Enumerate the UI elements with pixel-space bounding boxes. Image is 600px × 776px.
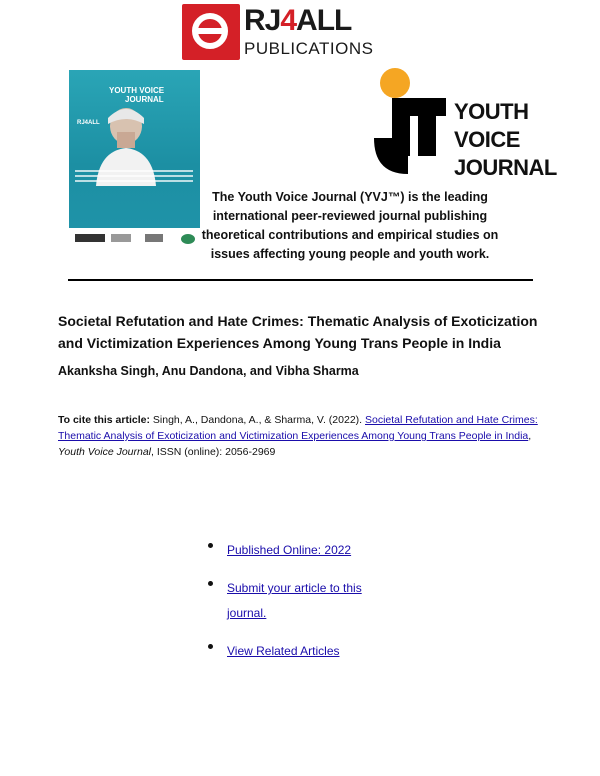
citation-authors: Singh, A., Dandona, A., & Sharma, V. (2022). (150, 414, 365, 426)
cover-text-strip (75, 170, 193, 190)
citation: To cite this article: Singh, A., Dandona, A., & Sharma, V. (2022). Societal Refutation and Hate Crimes: Thematic Analysis of Exoticization and Victimization Experiences Among Young Trans People in India, Youth Voice Journal, ISSN (online): 2056-2969 (58, 414, 538, 458)
view-related-articles-link[interactable]: View Related Articles (227, 644, 340, 658)
youth-voice-journal-logo (374, 68, 574, 178)
submit-article-link[interactable]: Submit your article to this journal. (227, 581, 362, 620)
citation-issn: , ISSN (online): 2056-2969 (151, 446, 276, 458)
published-online-link[interactable]: Published Online: 2022 (227, 543, 352, 557)
citation-journal: Youth Voice Journal (58, 446, 152, 458)
cover-partner-logos (73, 232, 197, 248)
article-authors: Akanksha Singh, Anu Dandona, and Vibha Sharma (58, 364, 359, 378)
bullet-icon (208, 581, 213, 586)
article-title: Societal Refutation and Hate Crimes: Thematic Analysis of Exoticization and Victimization Experiences Among Young Trans People in India (58, 313, 538, 351)
publisher-logo-mark (182, 4, 240, 60)
cover-title-line1: YOUTH VOICE (109, 86, 165, 95)
citation-label: To cite this article: (58, 414, 150, 426)
logo-jt-mark (374, 98, 448, 174)
citation-article-link-1[interactable]: Societal Refutation and Hate Crimes: (365, 414, 538, 426)
logo-dot (380, 68, 410, 98)
cover-title-line2: JOURNAL (125, 95, 164, 104)
journal-cover-image (69, 70, 200, 250)
bullet-icon (208, 644, 213, 649)
horizontal-divider (68, 279, 533, 281)
logo-text: YOUTH VOICE JOURNAL (454, 99, 557, 180)
journal-description: The Youth Voice Journal (YVJ™) is the leading international peer-reviewed journal publishing theoretical contributions and empirical studies on issues affecting young people and youth work. (201, 190, 499, 261)
publisher-subtitle: PUBLICATIONS (244, 39, 374, 58)
publisher-name: RJ4ALL (244, 4, 352, 37)
cover-publisher-mark: RJ4ALL (77, 120, 100, 126)
citation-article-link-2[interactable]: Thematic Analysis of Exoticization and Victimization Experiences Among Young Trans People in India (58, 430, 529, 442)
publisher-logo (182, 4, 374, 60)
bullet-icon (208, 543, 213, 548)
